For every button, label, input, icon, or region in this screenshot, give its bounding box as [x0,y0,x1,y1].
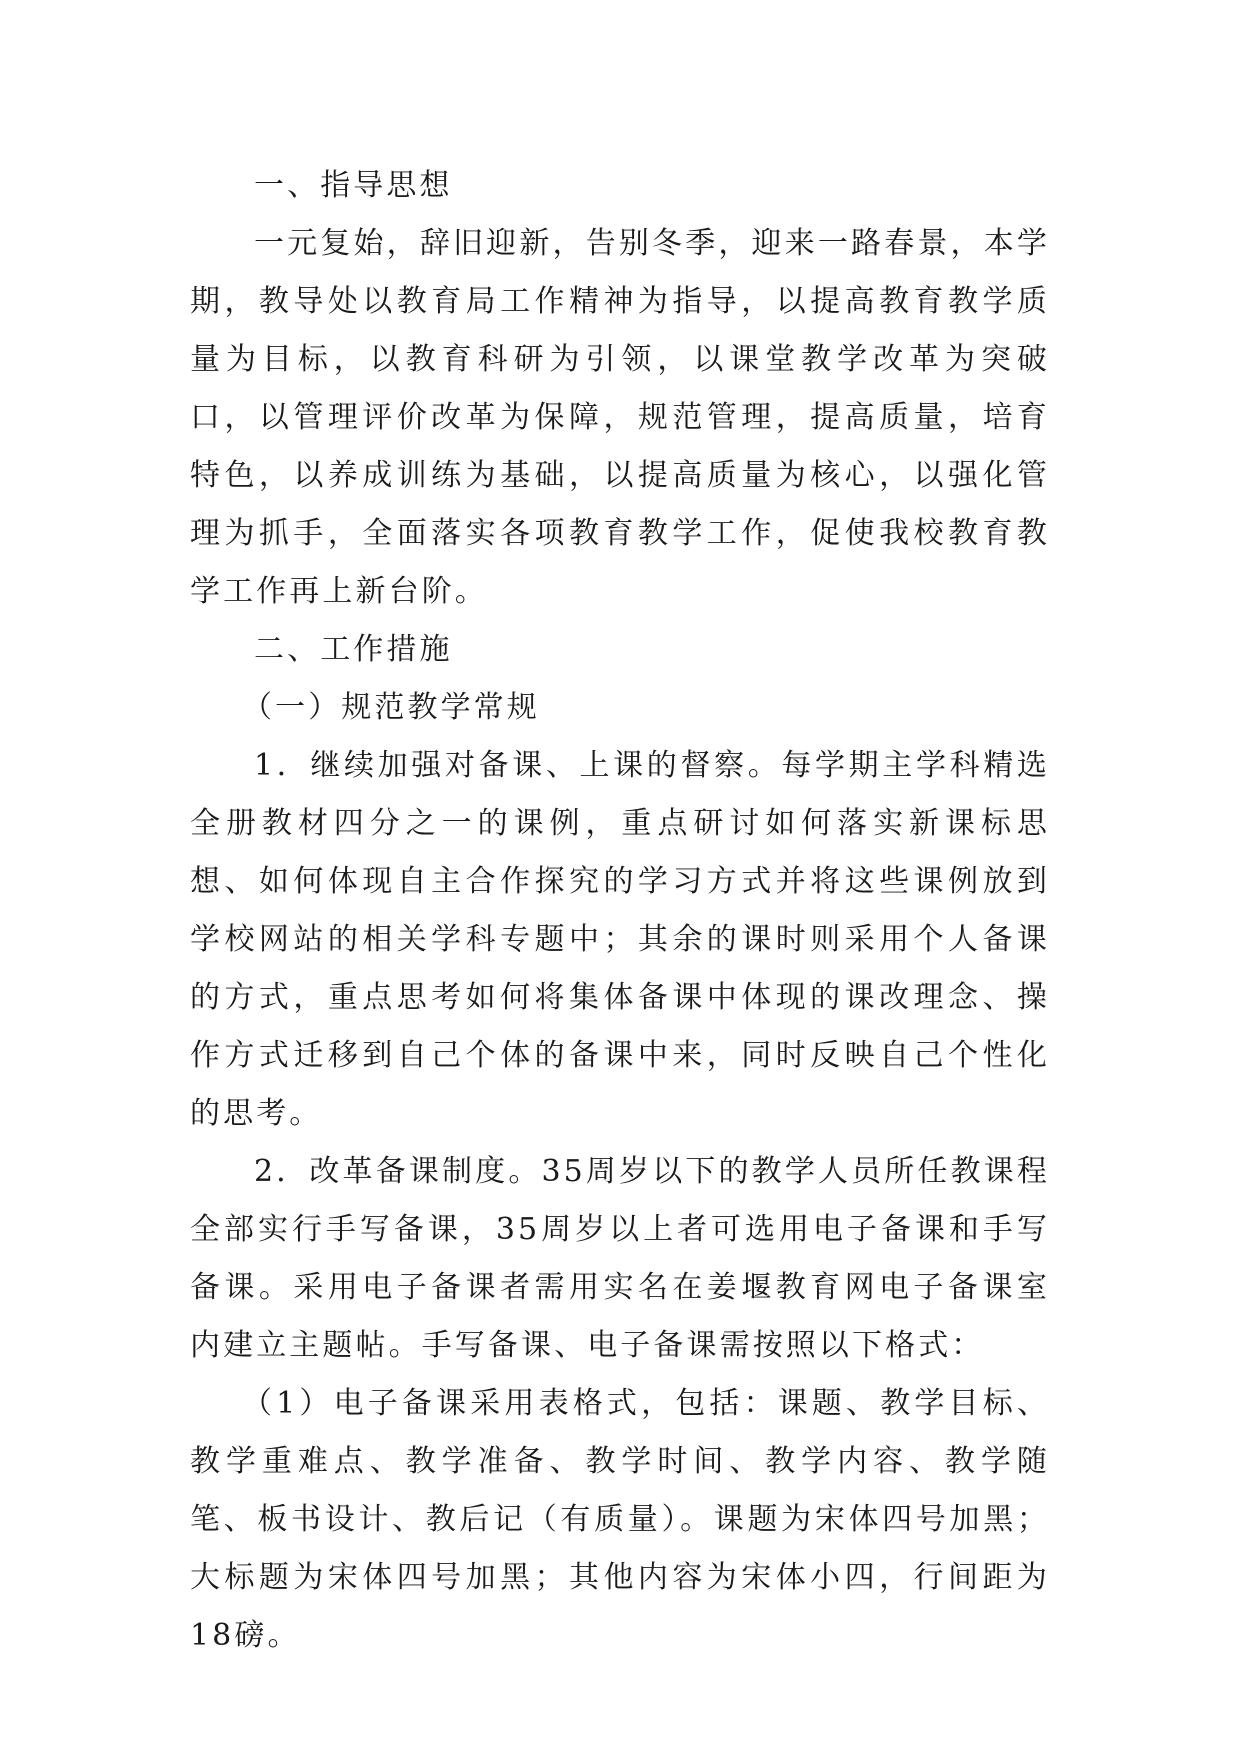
section-heading-work-measures: 二、工作措施 [254,632,453,667]
section-heading-guiding-thought: 一、指导思想 [254,168,453,203]
subsection-heading-teaching-routine: （一）规范教学常规 [242,690,540,725]
paragraph-guiding-thought: 一元复始，辞旧迎新，告别冬季，迎来一路春景，本学期，教导处以教育局工作精神为指导，以提高教育教学质量为目标，以教育科研为引领，以课堂教学改革为突破口，以管理评价改革为保障，规范管理，提高质量，培育特色，以养成训练为基础，以提高质量为核心，以强化管理为抓手，全面落实各项教育教学工作，促使我校教育教学工作再上新台阶。 [190,226,1050,609]
paragraph-subitem-1: （1）电子备课采用表格式，包括：课题、教学目标、教学重难点、教学准备、教学时间、教学内容、教学随笔、板书设计、教后记（有质量）。课题为宋体四号加黑；大标题为宋体四号加黑；其他内容为宋体小四，行间距为18磅。 [190,1386,1050,1653]
paragraph-item-1: 1．继续加强对备课、上课的督察。每学期主学科精选全册教材四分之一的课例，重点研讨如何落实新课标思想、如何体现自主合作探究的学习方式并将这些课例放到学校网站的相关学科专题中；其余的课时则采用个人备课的方式，重点思考如何将集体备课中体现的课改理念、操作方式迁移到自己个体的备课中来，同时反映自己个性化的思考。 [190,748,1050,1131]
paragraph-item-2: 2．改革备课制度。35周岁以下的教学人员所任教课程全部实行手写备课，35周岁以上者可选用电子备课和手写备课。采用电子备课者需用实名在姜堰教育网电子备课室内建立主题帖。手写备课、电子备课需按照以下格式： [190,1154,1050,1363]
document-body [190,157,1050,1665]
